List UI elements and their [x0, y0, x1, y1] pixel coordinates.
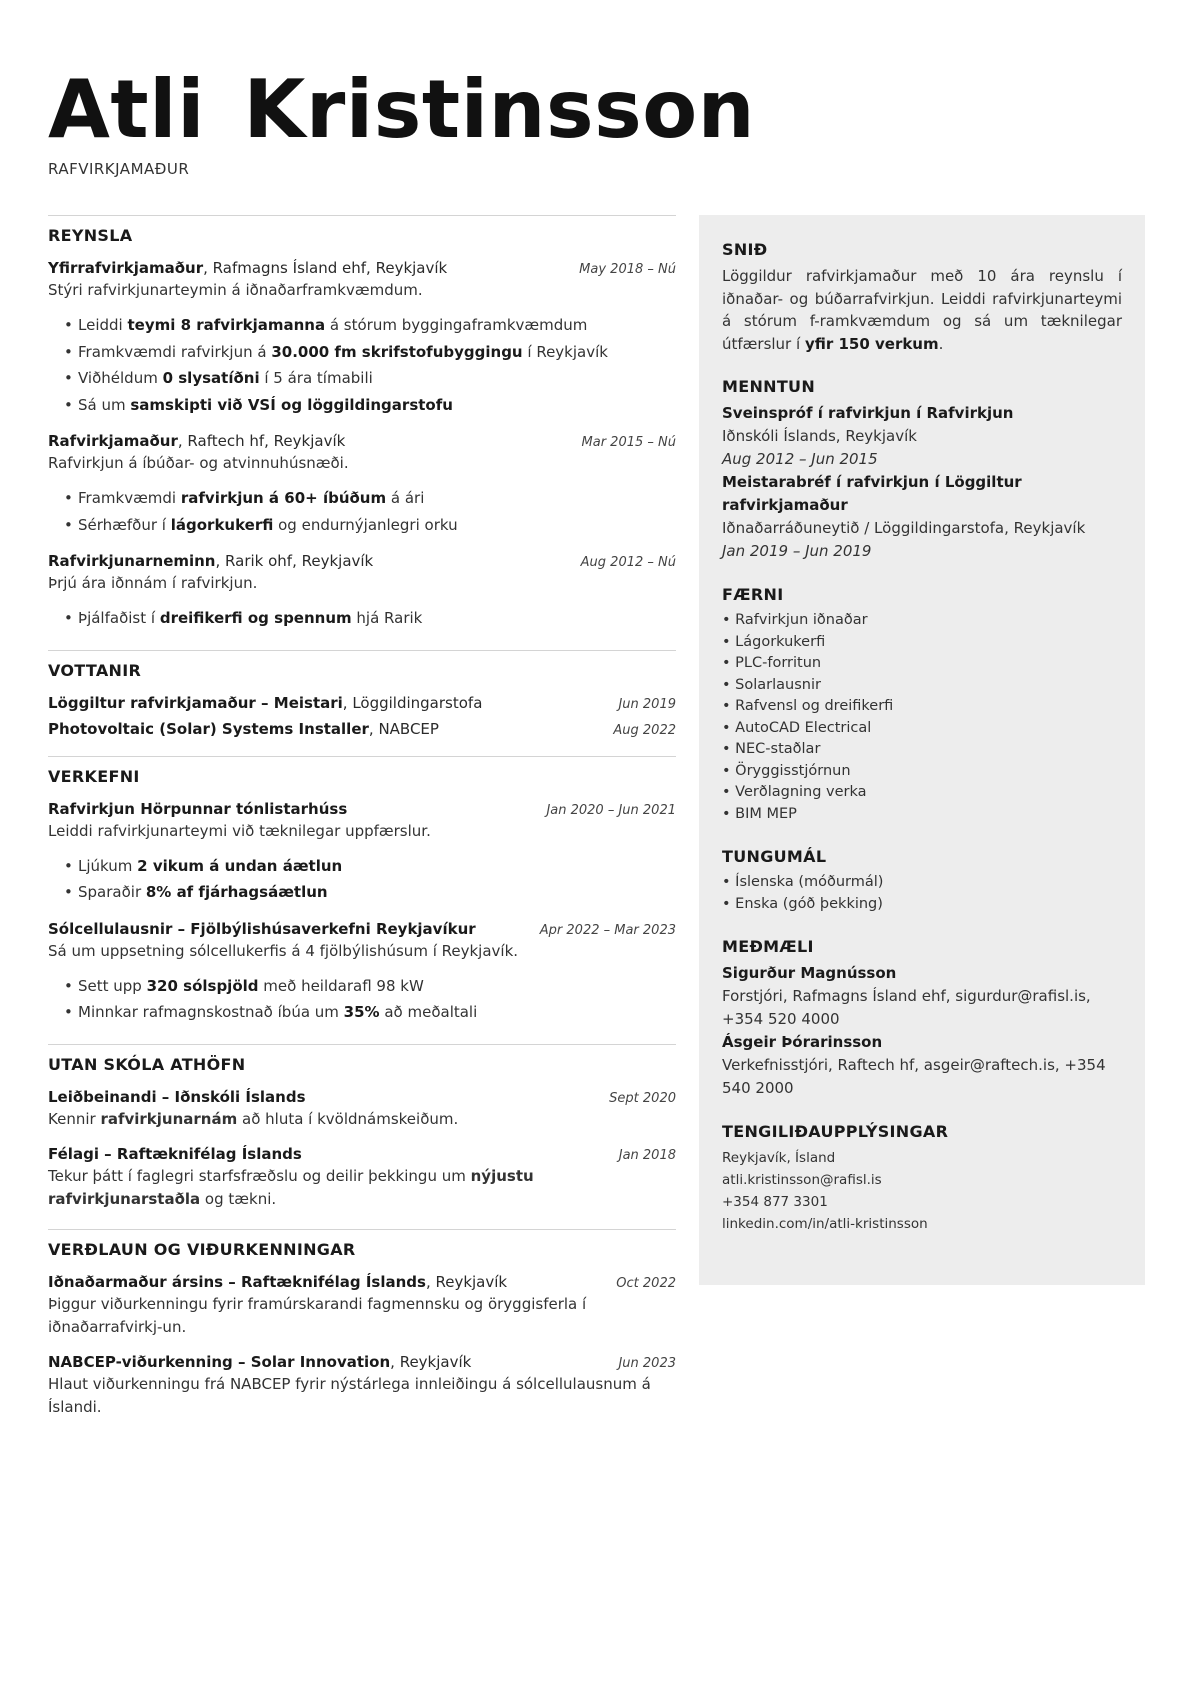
section-heading: SNIÐ — [722, 240, 768, 259]
summary-section — [722, 240, 1122, 355]
candidate-title: RAFVIRKJAMAÐUR — [48, 160, 190, 178]
skill-item: • Solarlausnir — [722, 676, 821, 693]
entry-date: Apr 2022 – Mar 2023 — [539, 922, 676, 938]
skill-item: • Verðlagning verka — [722, 784, 867, 800]
certifications-section — [48, 650, 676, 738]
experience-section — [48, 215, 676, 632]
certification-entry — [48, 694, 676, 712]
entry-description: Stýri rafvirkjunarteymin á iðnaðarframkvæmdum. — [48, 281, 423, 299]
skill-item: • AutoCAD Electrical — [722, 719, 872, 736]
section-heading: FÆRNI — [722, 585, 784, 604]
reference-name: Sigurður Magnússon — [722, 964, 897, 982]
entry-description: Þiggur viðurkenningu fyrir framúrskarandi fagmennsku og öryggisferla í iðnaðarrafvirkj-un. — [48, 1294, 587, 1336]
section-heading: MENNTUN — [722, 377, 816, 396]
award-entry — [48, 1353, 676, 1419]
experience-entry — [48, 552, 676, 632]
contact-phone[interactable]: +354 877 3301 — [722, 1194, 828, 1210]
reference-info: Verkefnisstjóri, Raftech hf, asgeir@raftech.is, +354 540 2000 — [722, 1056, 1106, 1097]
education-date: Jan 2019 – Jun 2019 — [722, 542, 872, 560]
skill-item: • Rafvensl og dreifikerfi — [722, 698, 894, 714]
entry-title: Photovoltaic (Solar) Systems Installer, NABCEP — [48, 719, 439, 738]
entry-description: Hlaut viðurkenningu frá NABCEP fyrir nýstárlega innleiðingu á sólcellulausnum á Íslandi. — [48, 1374, 651, 1416]
bullet-item: • Sparaðir 8% af fjárhagsáætlun — [64, 879, 676, 906]
bullet-item: • Minnkar rafmagnskostnað íbúa um 35% að meðaltali — [64, 999, 676, 1026]
main-column — [48, 215, 676, 1437]
activity-entry — [48, 1088, 676, 1131]
bullet-item: • Ljúkum 2 vikum á undan áætlun — [64, 853, 676, 880]
entry-title: Iðnaðarmaður ársins – Raftæknifélag Íslands, Reykjavík — [48, 1272, 508, 1291]
contact-section — [722, 1122, 1122, 1235]
section-heading: VERKEFNI — [48, 766, 140, 786]
skill-item: • BIM MEP — [722, 805, 797, 822]
bullet-list — [48, 485, 676, 538]
section-heading: VOTTANIR — [48, 660, 142, 680]
activity-entry — [48, 1145, 676, 1211]
experience-entry — [48, 259, 676, 418]
entry-title: Löggiltur rafvirkjamaður – Meistari, Löggildingarstofa — [48, 693, 483, 712]
summary-text: Löggildur rafvirkjamaður með 10 ára reynslu í iðnaðar- og búðarrafvirkjun. Leiddi rafvirkjunarteymi á stórum f-ramkvæmdum og sá um tæknilegar útfærslur í yfir 150 verkum. — [722, 267, 1122, 353]
skill-item: • Rafvirkjun iðnaðar — [722, 612, 868, 628]
entry-title: Sólcellulausnir – Fjölbýlishúsaverkefni Reykjavíkur — [48, 919, 476, 938]
candidate-name: Atli Kristinsson — [48, 63, 756, 156]
school: Iðnskóli Íslands, Reykjavík — [722, 427, 917, 445]
bullet-item: • Framkvæmdi rafvirkjun á 60+ íbúðum á ári — [64, 485, 676, 512]
section-heading: MEÐMÆLI — [722, 937, 814, 956]
skill-item: • NEC-staðlar — [722, 741, 821, 757]
bullet-item: • Sett upp 320 sólspjöld með heildarafl 98 kW — [64, 973, 676, 1000]
bullet-list — [48, 853, 676, 906]
extracurricular-section — [48, 1044, 676, 1211]
school: Iðnaðarráðuneytið / Löggildingarstofa, Reykjavík — [722, 519, 1086, 537]
section-heading: TUNGUMÁL — [722, 847, 827, 866]
bullet-list — [48, 312, 676, 418]
entry-title: NABCEP-viðurkenning – Solar Innovation, Reykjavík — [48, 1352, 472, 1371]
entry-description: Kennir rafvirkjunarnám að hluta í kvöldnámskeiðum. — [48, 1109, 459, 1128]
entry-title: Rafvirkjunarneminn, Rarik ohf, Reykjavík — [48, 552, 374, 570]
degree: Sveinspróf í rafvirkjun í Rafvirkjun — [722, 404, 1014, 422]
contact-email[interactable]: atli.kristinsson@rafisl.is — [722, 1172, 882, 1188]
skill-item: • Öryggisstjórnun — [722, 762, 851, 779]
bullet-item: • Þjálfaðist í dreifikerfi og spennum hjá Rarik — [64, 605, 676, 632]
entry-date: Jun 2023 — [618, 1355, 676, 1371]
entry-date: Jan 2018 — [618, 1147, 676, 1163]
section-heading: VERÐLAUN OG VIÐURKENNINGAR — [48, 1239, 356, 1259]
entry-title: Rafvirkjun Hörpunnar tónlistarhúss — [48, 799, 348, 818]
languages-section — [722, 847, 1122, 915]
entry-date: May 2018 – Nú — [579, 262, 676, 277]
award-entry — [48, 1273, 676, 1339]
bullet-list — [48, 973, 676, 1026]
entry-title: Yfirrafvirkjamaður, Rafmagns Ísland ehf, Reykjavík — [48, 259, 448, 277]
contact-linkedin[interactable]: linkedin.com/in/atli-kristinsson — [722, 1216, 928, 1232]
language-item: • Íslenska (móðurmál) — [722, 874, 884, 890]
bullet-item: • Sá um samskipti við VSÍ og löggildingarstofu — [64, 392, 676, 419]
language-item: • Enska (góð þekking) — [722, 895, 883, 912]
certification-entry — [48, 720, 676, 738]
projects-section — [48, 756, 676, 1026]
skills-section — [722, 585, 1122, 825]
entry-date: Jun 2019 — [618, 696, 676, 712]
bullet-item: • Leiddi teymi 8 rafvirkjamanna á stórum byggingaframkvæmdum — [64, 312, 676, 339]
entry-date: Jan 2020 – Jun 2021 — [546, 802, 676, 818]
entry-description: Þrjú ára iðnnám í rafvirkjun. — [48, 574, 258, 592]
bullet-list — [48, 605, 676, 632]
contact-location: Reykjavík, Ísland — [722, 1150, 836, 1166]
education-entry — [722, 402, 1122, 471]
experience-entry — [48, 432, 676, 538]
project-entry — [48, 920, 676, 1026]
bullet-item: • Framkvæmdi rafvirkjun á 30.000 fm skrifstofubyggingu í Reykjavík — [64, 339, 676, 366]
education-section — [722, 377, 1122, 563]
entry-date: Aug 2012 – Nú — [580, 555, 676, 570]
section-heading: UTAN SKÓLA ATHÖFN — [48, 1054, 246, 1074]
entry-description: Tekur þátt í faglegri starfsfræðslu og deilir þekkingu um nýjustu rafvirkjunarstaðla og tækni. — [48, 1166, 534, 1208]
section-heading: TENGILIÐAUPPLÝSINGAR — [722, 1122, 949, 1141]
entry-title: Rafvirkjamaður, Raftech hf, Reykjavík — [48, 432, 346, 450]
degree: Meistarabréf í rafvirkjun í Löggiltur rafvirkjamaður — [722, 473, 1022, 514]
entry-date: Oct 2022 — [616, 1275, 676, 1291]
entry-description: Sá um uppsetning sólcellukerfis á 4 fjölbýlishúsum í Reykjavík. — [48, 941, 519, 960]
bullet-item: • Sérhæfður í lágorkukerfi og endurnýjanlegri orku — [64, 512, 676, 539]
section-heading: REYNSLA — [48, 226, 133, 245]
entry-title: Leiðbeinandi – Iðnskóli Íslands — [48, 1087, 306, 1106]
bullet-item: • Viðhéldum 0 slysatíðni í 5 ára tímabili — [64, 365, 676, 392]
skill-item: • Lágorkukerfi — [722, 633, 826, 650]
references-section — [722, 937, 1122, 1100]
reference-name: Ásgeir Þórarinsson — [722, 1033, 883, 1051]
entry-description: Leiddi rafvirkjunarteymi við tæknilegar uppfærslur. — [48, 821, 431, 840]
reference-info: Forstjóri, Rafmagns Ísland ehf, sigurdur@rafisl.is, +354 520 4000 — [722, 987, 1091, 1028]
education-entry — [722, 471, 1122, 563]
entry-title: Félagi – Raftæknifélag Íslands — [48, 1144, 302, 1163]
entry-date: Sept 2020 — [609, 1090, 676, 1106]
entry-description: Rafvirkjun á íbúðar- og atvinnuhúsnæði. — [48, 454, 349, 472]
awards-section — [48, 1229, 676, 1419]
entry-date: Aug 2022 — [613, 722, 676, 738]
entry-date: Mar 2015 – Nú — [581, 435, 676, 450]
project-entry — [48, 800, 676, 906]
sidebar — [699, 215, 1145, 1285]
skill-item: • PLC-forritun — [722, 655, 822, 671]
education-date: Aug 2012 – Jun 2015 — [722, 450, 878, 468]
